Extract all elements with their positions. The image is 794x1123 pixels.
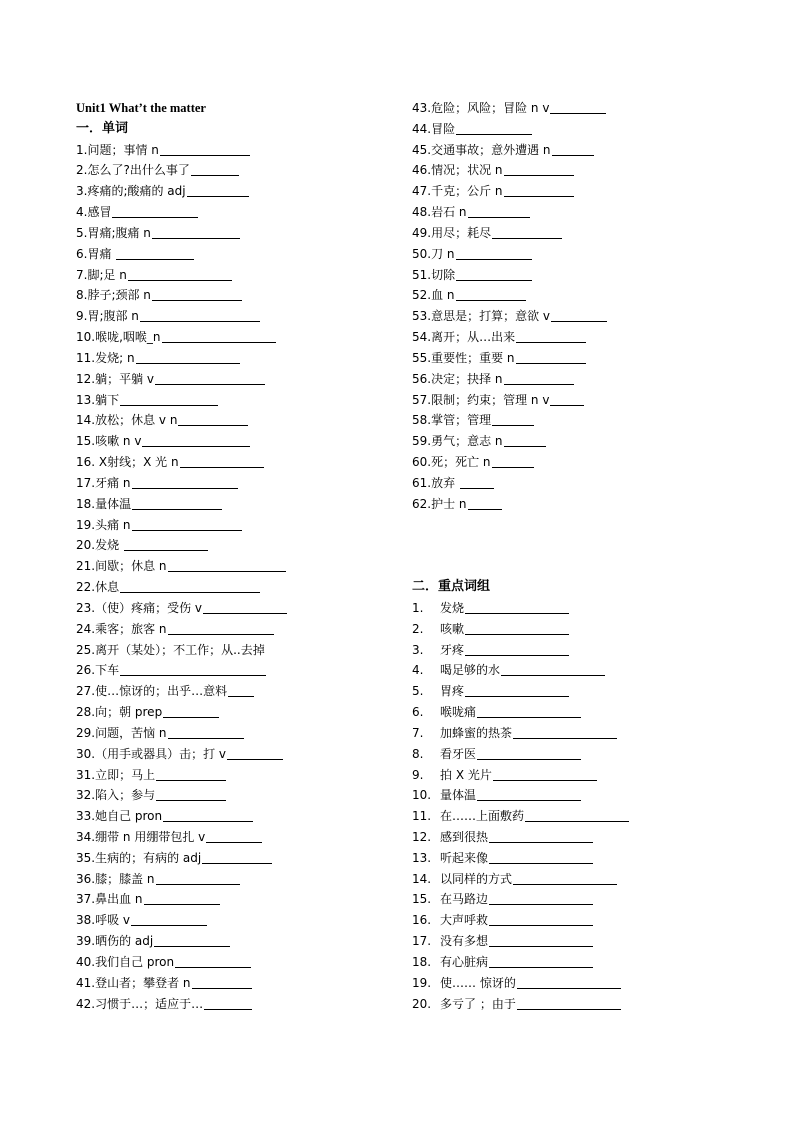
vocab-item bbox=[76, 223, 396, 244]
vocab-item bbox=[76, 410, 396, 431]
vocab-item bbox=[76, 681, 396, 702]
vocab-item bbox=[412, 140, 742, 161]
vocab-item-text: 26.下车 bbox=[76, 663, 120, 678]
vocab-item-text: 23.（使）疼痛；受伤 v bbox=[76, 600, 203, 615]
vocab-item bbox=[76, 515, 396, 536]
vocab-item bbox=[76, 640, 396, 661]
phrase-item bbox=[412, 744, 742, 765]
vocab-item bbox=[76, 348, 396, 369]
vocab-item-text: 29.问题，苦恼 n bbox=[76, 725, 167, 740]
left-column bbox=[76, 98, 396, 1014]
vocab-item bbox=[76, 848, 396, 869]
answer-blank[interactable] bbox=[504, 162, 574, 176]
phrase-number: 6. bbox=[412, 705, 424, 720]
vocab-item bbox=[76, 369, 396, 390]
answer-blank[interactable] bbox=[465, 642, 569, 656]
vocab-item-text: 9.胃;腹部 n bbox=[76, 309, 139, 324]
vocab-item-text: 11.发烧; n bbox=[76, 350, 135, 365]
phrase-text: 使…… 惊讶的 bbox=[440, 975, 516, 990]
answer-blank[interactable] bbox=[477, 787, 581, 801]
vocab-item bbox=[412, 452, 742, 473]
answer-blank[interactable] bbox=[517, 996, 621, 1010]
phrase-text: 咳嗽 bbox=[440, 621, 465, 636]
phrase-number: 18. bbox=[412, 954, 432, 969]
phrase-number: 5. bbox=[412, 684, 424, 699]
answer-blank[interactable] bbox=[550, 392, 584, 406]
vocab-item-text: 44.冒险 bbox=[412, 121, 456, 136]
answer-blank[interactable] bbox=[142, 433, 250, 447]
answer-blank[interactable] bbox=[178, 412, 248, 426]
answer-blank[interactable] bbox=[132, 475, 238, 489]
vocab-item bbox=[412, 223, 742, 244]
vocab-item-text: 13.躺下 bbox=[76, 392, 120, 407]
vocab-item-text: 43.危险；风险；冒险 n v bbox=[412, 101, 550, 115]
answer-blank[interactable] bbox=[192, 975, 252, 989]
phrase-item bbox=[412, 848, 742, 869]
answer-blank[interactable] bbox=[131, 912, 207, 926]
vocab-item-text: 16. X射线；X 光 n bbox=[76, 455, 179, 470]
answer-blank[interactable] bbox=[489, 954, 593, 968]
vocab-item bbox=[76, 494, 396, 515]
vocab-item-text: 37.鼻出血 n bbox=[76, 892, 143, 907]
vocab-item-text: 18.量体温 bbox=[76, 496, 132, 511]
vocab-item-text: 3.疼痛的;酸痛的 adj bbox=[76, 184, 186, 199]
answer-blank[interactable] bbox=[156, 871, 240, 885]
answer-blank[interactable] bbox=[550, 100, 606, 114]
vocab-item-text: 60.死；死亡 n bbox=[412, 455, 491, 470]
vocab-item bbox=[412, 369, 742, 390]
vocab-item-text: 56.决定；抉择 n bbox=[412, 371, 503, 386]
vocab-item bbox=[412, 285, 742, 306]
vocab-item-text: 21.间歇；休息 n bbox=[76, 559, 167, 574]
vocab-item bbox=[412, 98, 742, 119]
section-gap bbox=[412, 515, 742, 578]
vocab-item bbox=[412, 327, 742, 348]
answer-blank[interactable] bbox=[132, 517, 242, 531]
answer-blank[interactable] bbox=[489, 829, 593, 843]
phrase-text: 喉咙痛 bbox=[440, 705, 477, 720]
vocab-item-text: 20.发烧 bbox=[76, 538, 123, 553]
vocab-item-text: 47.千克；公斤 n bbox=[412, 184, 503, 199]
vocab-item-text: 38.呼吸 v bbox=[76, 913, 131, 928]
vocab-item bbox=[76, 660, 396, 681]
vocab-item-text: 8.脖子;颈部 n bbox=[76, 288, 151, 303]
phrase-text: 拍 X 光片 bbox=[440, 767, 492, 782]
vocab-item-text: 1.问题；事情 n bbox=[76, 142, 159, 157]
answer-blank[interactable] bbox=[202, 850, 272, 864]
vocab-item bbox=[76, 306, 396, 327]
vocab-item bbox=[76, 390, 396, 411]
vocab-item-text: 49.用尽；耗尽 bbox=[412, 225, 492, 240]
vocab-item bbox=[76, 285, 396, 306]
vocab-item-text: 12.躺；平躺 v bbox=[76, 371, 155, 386]
answer-blank[interactable] bbox=[152, 225, 240, 239]
answer-blank[interactable] bbox=[144, 891, 220, 905]
vocab-item bbox=[76, 785, 396, 806]
vocab-item-text: 22.休息 bbox=[76, 580, 120, 595]
answer-blank[interactable] bbox=[504, 183, 574, 197]
vocab-item bbox=[76, 577, 396, 598]
answer-blank[interactable] bbox=[156, 787, 226, 801]
vocab-item bbox=[412, 160, 742, 181]
section1-heading: 一．单词 bbox=[76, 120, 129, 136]
answer-blank[interactable] bbox=[156, 767, 226, 781]
phrase-list bbox=[412, 598, 742, 1015]
answer-blank[interactable] bbox=[460, 475, 494, 489]
phrase-text: 感到很热 bbox=[440, 830, 489, 844]
phrase-item bbox=[412, 598, 742, 619]
answer-blank[interactable] bbox=[191, 162, 239, 176]
vocab-item-text: 32.陷入；参与 bbox=[76, 788, 156, 803]
answer-blank[interactable] bbox=[187, 183, 249, 197]
answer-blank[interactable] bbox=[152, 287, 242, 301]
vocab-item bbox=[76, 994, 396, 1015]
phrase-text: 听起来像 bbox=[440, 850, 489, 865]
phrase-item bbox=[412, 973, 742, 994]
answer-blank[interactable] bbox=[203, 600, 287, 614]
answer-blank[interactable] bbox=[204, 996, 252, 1010]
vocab-item bbox=[76, 910, 396, 931]
vocab-item-text: 6.胃痛 bbox=[76, 246, 116, 261]
answer-blank[interactable] bbox=[168, 558, 286, 572]
answer-blank[interactable] bbox=[489, 850, 593, 864]
answer-blank[interactable] bbox=[504, 433, 546, 447]
vocab-item-text: 48.岩石 n bbox=[412, 205, 467, 220]
vocab-item-text: 17.牙痛 n bbox=[76, 475, 131, 490]
vocab-item bbox=[412, 202, 742, 223]
phrase-text: 看牙医 bbox=[440, 746, 477, 761]
vocab-item bbox=[76, 765, 396, 786]
phrase-item bbox=[412, 785, 742, 806]
vocab-item bbox=[76, 140, 396, 161]
vocab-item bbox=[412, 244, 742, 265]
phrase-text: 牙疼 bbox=[440, 642, 465, 657]
answer-blank[interactable] bbox=[492, 225, 562, 239]
vocab-list-left bbox=[76, 140, 396, 1015]
answer-blank[interactable] bbox=[154, 933, 230, 947]
vocab-item-text: 46.情况；状况 n bbox=[412, 163, 503, 178]
answer-blank[interactable] bbox=[468, 204, 530, 218]
answer-blank[interactable] bbox=[116, 246, 194, 260]
answer-blank[interactable] bbox=[492, 454, 534, 468]
phrase-item bbox=[412, 806, 742, 827]
phrase-text: 以同样的方式 bbox=[440, 871, 513, 886]
vocab-item bbox=[76, 723, 396, 744]
answer-blank[interactable] bbox=[551, 308, 607, 322]
answer-blank[interactable] bbox=[468, 496, 502, 510]
answer-blank[interactable] bbox=[120, 392, 218, 406]
vocab-list-right bbox=[412, 98, 742, 515]
vocab-item-text: 54.离开；从…出来 bbox=[412, 330, 516, 345]
vocab-item-text: 2.怎么了?出什么事了 bbox=[76, 163, 190, 178]
phrase-item bbox=[412, 931, 742, 952]
phrase-text: 有心脏病 bbox=[440, 954, 489, 969]
vocab-item-text: 61.放弃 bbox=[412, 475, 459, 490]
answer-blank[interactable] bbox=[489, 891, 593, 905]
phrase-text: 发烧 bbox=[440, 600, 465, 615]
vocab-item-text: 35.生病的；有病的 adj bbox=[76, 850, 202, 865]
answer-blank[interactable] bbox=[489, 912, 593, 926]
phrase-item bbox=[412, 681, 742, 702]
vocab-item-text: 34.绷带 n 用绷带包扎 v bbox=[76, 829, 206, 844]
vocab-item-text: 59.勇气；意志 n bbox=[412, 434, 503, 449]
vocab-item-text: 41.登山者；攀登者 n bbox=[76, 975, 191, 990]
phrase-text: 量体温 bbox=[440, 788, 477, 803]
phrase-number: 20. bbox=[412, 996, 432, 1011]
answer-blank[interactable] bbox=[516, 329, 586, 343]
vocab-item-text: 39.晒伤的 adj bbox=[76, 934, 154, 949]
phrase-item bbox=[412, 952, 742, 973]
vocab-item bbox=[76, 327, 396, 348]
phrase-item bbox=[412, 723, 742, 744]
vocab-item bbox=[76, 702, 396, 723]
answer-blank[interactable] bbox=[124, 537, 208, 551]
vocab-item-text: 31.立即；马上 bbox=[76, 767, 156, 782]
phrase-number: 7. bbox=[412, 725, 424, 740]
vocab-item-text: 19.头痛 n bbox=[76, 517, 131, 532]
answer-blank[interactable] bbox=[465, 621, 569, 635]
answer-blank[interactable] bbox=[227, 746, 283, 760]
phrase-number: 8. bbox=[412, 746, 424, 761]
phrase-item bbox=[412, 889, 742, 910]
vocab-item bbox=[412, 473, 742, 494]
vocab-item bbox=[76, 452, 396, 473]
right-column bbox=[412, 98, 742, 1014]
answer-blank[interactable] bbox=[162, 329, 276, 343]
phrase-number: 4. bbox=[412, 663, 424, 678]
answer-blank[interactable] bbox=[456, 267, 532, 281]
answer-blank[interactable] bbox=[501, 662, 605, 676]
vocab-item bbox=[76, 556, 396, 577]
phrase-number: 15. bbox=[412, 892, 432, 907]
answer-blank[interactable] bbox=[163, 704, 219, 718]
vocab-item bbox=[76, 160, 396, 181]
vocab-item-text: 5.胃痛;腹痛 n bbox=[76, 225, 151, 240]
answer-blank[interactable] bbox=[136, 350, 240, 364]
answer-blank[interactable] bbox=[517, 975, 621, 989]
vocab-item bbox=[412, 181, 742, 202]
phrase-number: 17. bbox=[412, 934, 432, 949]
vocab-item-text: 33.她自己 pron bbox=[76, 809, 163, 824]
vocab-item-text: 24.乘客；旅客 n bbox=[76, 621, 167, 636]
phrase-item bbox=[412, 702, 742, 723]
phrase-number: 19. bbox=[412, 975, 432, 990]
vocab-item-text: 58.掌管；管理 bbox=[412, 413, 492, 428]
phrase-item bbox=[412, 619, 742, 640]
phrase-number: 12. bbox=[412, 830, 432, 844]
vocab-item bbox=[76, 535, 396, 556]
vocab-item bbox=[76, 869, 396, 890]
vocab-item bbox=[76, 744, 396, 765]
phrase-text: 没有多想 bbox=[440, 934, 489, 949]
phrase-text: 大声呼救 bbox=[440, 913, 489, 928]
vocab-item bbox=[76, 931, 396, 952]
answer-blank[interactable] bbox=[513, 871, 617, 885]
vocab-item bbox=[412, 348, 742, 369]
vocab-item-text: 57.限制；约束；管理 n v bbox=[412, 392, 550, 407]
phrase-text: 加蜂蜜的热茶 bbox=[440, 725, 513, 740]
vocab-item-text: 40.我们自己 pron bbox=[76, 954, 175, 969]
answer-blank[interactable] bbox=[493, 767, 597, 781]
answer-blank[interactable] bbox=[456, 121, 532, 135]
answer-blank[interactable] bbox=[160, 142, 250, 156]
phrase-number: 14. bbox=[412, 871, 432, 886]
answer-blank[interactable] bbox=[180, 454, 264, 468]
vocab-item bbox=[76, 244, 396, 265]
phrase-item bbox=[412, 640, 742, 661]
vocab-item bbox=[412, 390, 742, 411]
phrase-number: 2. bbox=[412, 621, 424, 636]
vocab-item-text: 28.向；朝 prep bbox=[76, 705, 163, 720]
vocab-item-text: 53.意思是；打算；意欲 v bbox=[412, 309, 551, 324]
answer-blank[interactable] bbox=[228, 683, 254, 697]
section2-heading: 二．重点词组 bbox=[412, 579, 491, 595]
vocab-item bbox=[76, 473, 396, 494]
vocab-item-text: 15.咳嗽 n v bbox=[76, 434, 142, 449]
vocab-item bbox=[76, 952, 396, 973]
vocab-item-text: 25.离开（某处）；不工作；从..去掉 bbox=[76, 642, 265, 657]
answer-blank[interactable] bbox=[120, 662, 266, 676]
vocab-item bbox=[412, 306, 742, 327]
vocab-item-text: 55.重要性；重要 n bbox=[412, 350, 515, 365]
vocab-item-text: 7.脚;足 n bbox=[76, 267, 127, 282]
phrase-number: 11. bbox=[412, 809, 432, 824]
phrase-text: 在……上面敷药 bbox=[440, 809, 525, 824]
phrase-text: 在马路边 bbox=[440, 892, 489, 907]
answer-blank[interactable] bbox=[175, 954, 251, 968]
vocab-item bbox=[412, 431, 742, 452]
vocab-item bbox=[76, 181, 396, 202]
phrase-text: 多亏了 ；由于 bbox=[440, 996, 516, 1011]
page-title: Unit1 What’t the matter bbox=[76, 101, 206, 115]
answer-blank[interactable] bbox=[504, 371, 574, 385]
answer-blank[interactable] bbox=[128, 267, 232, 281]
vocab-item bbox=[412, 410, 742, 431]
answer-blank[interactable] bbox=[112, 204, 198, 218]
answer-blank[interactable] bbox=[168, 621, 274, 635]
answer-blank[interactable] bbox=[513, 725, 617, 739]
phrase-item bbox=[412, 827, 742, 848]
answer-blank[interactable] bbox=[516, 350, 586, 364]
phrase-text: 喝足够的水 bbox=[440, 663, 501, 678]
vocab-item-text: 30.（用手或器具）击；打 v bbox=[76, 746, 227, 761]
vocab-item bbox=[76, 806, 396, 827]
phrase-number: 13. bbox=[412, 850, 432, 865]
vocab-item-text: 45.交通事故；意外遭遇 n bbox=[412, 142, 551, 157]
vocab-item-text: 36.膝；膝盖 n bbox=[76, 871, 155, 886]
vocab-item-text: 62.护士 n bbox=[412, 496, 467, 511]
vocab-item-text: 42.习惯于…；适应于… bbox=[76, 996, 204, 1011]
vocab-item bbox=[76, 431, 396, 452]
vocab-item bbox=[76, 598, 396, 619]
phrase-number: 3. bbox=[412, 642, 424, 657]
answer-blank[interactable] bbox=[206, 829, 262, 843]
vocab-item-text: 51.切除 bbox=[412, 267, 456, 282]
answer-blank[interactable] bbox=[477, 704, 581, 718]
phrase-item bbox=[412, 869, 742, 890]
answer-blank[interactable] bbox=[163, 808, 253, 822]
answer-blank[interactable] bbox=[492, 412, 534, 426]
answer-blank[interactable] bbox=[140, 308, 260, 322]
vocab-item bbox=[76, 973, 396, 994]
vocab-item bbox=[412, 494, 742, 515]
phrase-item bbox=[412, 910, 742, 931]
vocab-item bbox=[76, 827, 396, 848]
phrase-number: 10. bbox=[412, 788, 432, 803]
phrase-text: 胃疼 bbox=[440, 684, 465, 699]
phrase-item bbox=[412, 660, 742, 681]
vocab-item-text: 14.放松；休息 v n bbox=[76, 413, 178, 428]
vocab-item-text: 27.使…惊讶的；出乎…意料 bbox=[76, 684, 228, 699]
vocab-item bbox=[76, 889, 396, 910]
vocab-item bbox=[76, 619, 396, 640]
vocab-item-text: 4.感冒 bbox=[76, 205, 112, 220]
answer-blank[interactable] bbox=[168, 725, 244, 739]
vocab-item bbox=[412, 119, 742, 140]
phrase-number: 9. bbox=[412, 767, 424, 782]
vocab-item-text: 52.血 n bbox=[412, 288, 455, 303]
answer-blank[interactable] bbox=[465, 600, 569, 614]
answer-blank[interactable] bbox=[465, 683, 569, 697]
vocab-item bbox=[76, 265, 396, 286]
phrase-number: 1. bbox=[412, 600, 424, 615]
phrase-item bbox=[412, 994, 742, 1015]
answer-blank[interactable] bbox=[489, 933, 593, 947]
answer-blank[interactable] bbox=[456, 287, 526, 301]
answer-blank[interactable] bbox=[552, 142, 594, 156]
answer-blank[interactable] bbox=[456, 246, 532, 260]
answer-blank[interactable] bbox=[525, 808, 629, 822]
vocab-item-text: 10.喉咙,咽喉_n bbox=[76, 330, 161, 345]
answer-blank[interactable] bbox=[132, 496, 222, 510]
answer-blank[interactable] bbox=[120, 579, 260, 593]
vocab-item bbox=[76, 202, 396, 223]
vocab-item-text: 50.刀 n bbox=[412, 246, 455, 261]
answer-blank[interactable] bbox=[155, 371, 265, 385]
phrase-number: 16. bbox=[412, 913, 432, 928]
phrase-item bbox=[412, 765, 742, 786]
vocab-item bbox=[412, 265, 742, 286]
answer-blank[interactable] bbox=[477, 746, 581, 760]
